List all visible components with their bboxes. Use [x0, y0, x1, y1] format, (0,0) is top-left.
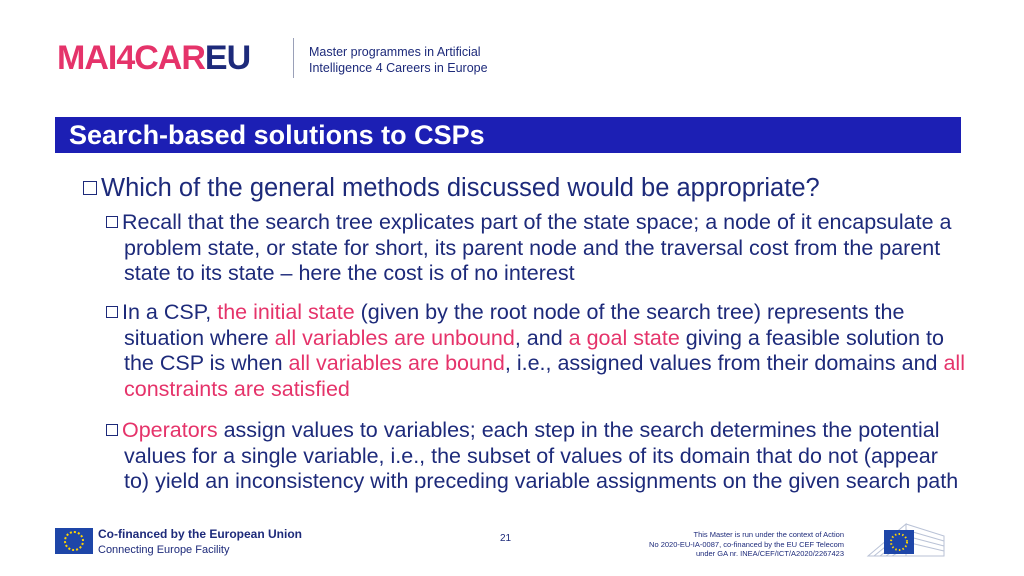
- bullet-point-1: [106, 210, 966, 287]
- tagline-line2: Intelligence 4 Careers in Europe: [309, 61, 488, 75]
- highlight-operators: Operators: [122, 418, 218, 442]
- point2-text-1: In a CSP,: [122, 300, 218, 324]
- main-question: [83, 173, 820, 203]
- mai4careu-logo: [57, 40, 250, 76]
- point3-text: assign values to variables; each step in the search determines the potential values for a single variable, i.e., the subset of values of its domain that do not (appear to) yield an inconsistency with preceding variable assignments on the given search path: [124, 418, 959, 493]
- page-number: 21: [500, 533, 512, 544]
- point2-text-3: , and: [514, 325, 569, 350]
- bullet-point-2: [106, 300, 966, 402]
- legal-line3: under GA nr. INEA/CEF/ICT/A2020/2267423: [695, 549, 844, 558]
- highlight-variables-bound: all variables are bound: [288, 351, 505, 375]
- legal-line2: No 2020-EU-IA-0087, co-financed by the EU CEF Telecom: [649, 539, 844, 549]
- tagline: [309, 44, 488, 76]
- logo-part-i4car: I4CAR: [107, 39, 205, 77]
- highlight-goal-state: a goal state: [568, 325, 680, 350]
- legal-line1: This Master is run under the context of Action: [693, 530, 844, 539]
- point2-text-2: (given by the root node of the search tree) represents the situation where: [124, 300, 905, 350]
- legal-notice: [604, 530, 844, 559]
- highlight-constraints-satisfied: all constraints are satisfied: [124, 351, 965, 401]
- tagline-line1: Master programmes in Artificial: [309, 45, 481, 59]
- eu-stars-icon: [64, 531, 84, 551]
- checkbox-bullet-icon: [106, 424, 118, 436]
- logo-divider: [293, 38, 294, 78]
- bullet-point-3: [106, 418, 966, 495]
- highlight-variables-unbound: all variables are unbound: [274, 325, 515, 350]
- logo-part-ma: MA: [57, 39, 108, 77]
- logo-part-eu: EU: [204, 39, 251, 77]
- checkbox-bullet-icon: [106, 306, 118, 318]
- slide-title-bar: [55, 117, 961, 153]
- highlight-initial-state: the initial state: [217, 300, 355, 324]
- question-text: Which of the general methods discussed would be appropriate?: [101, 174, 820, 202]
- checkbox-bullet-icon: [83, 181, 97, 195]
- point1-text: Recall that the search tree explicates part of the state space; a node of it encapsulate a problem state, or state for short, its parent node and the traversal cost from the parent state to its state – here the cost is of no interest: [122, 210, 952, 285]
- eu-flag-icon: [55, 528, 93, 554]
- slide-title: Search-based solutions to CSPs: [69, 120, 485, 150]
- european-commission-logo-icon: [866, 516, 948, 560]
- point2-text-4: giving a feasible solution to the CSP is when: [124, 325, 944, 375]
- point2-text-5: , i.e., assigned values from their domains and: [504, 351, 944, 375]
- checkbox-bullet-icon: [106, 216, 118, 228]
- cef-text: Connecting Europe Facility: [98, 544, 230, 556]
- cofinanced-text: Co-financed by the European Union: [98, 527, 303, 541]
